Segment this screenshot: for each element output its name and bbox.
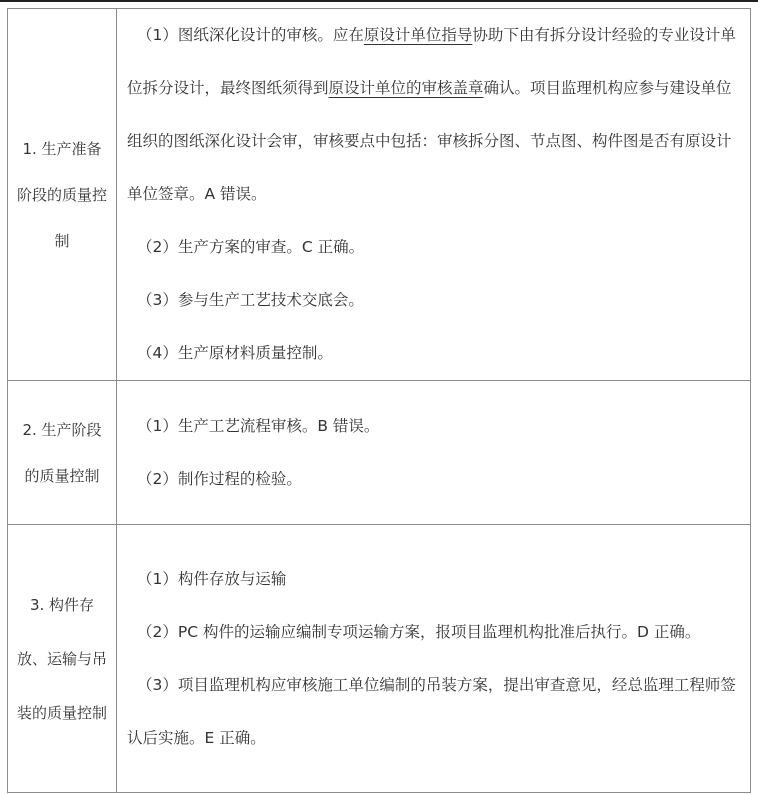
row-content-cell (117, 9, 751, 381)
paragraph: （2）制作过程的检验。 (137, 469, 302, 488)
paragraph: （1）构件存放与运输 (137, 569, 287, 588)
paragraph: （3）参与生产工艺技术交底会。 (137, 291, 364, 309)
row-label: 1. 生产准备阶段的质量控制 (16, 139, 107, 250)
row-label-cell (8, 9, 117, 381)
underlined-text: 原设计单位指导 (363, 26, 473, 44)
top-rule (0, 0, 758, 2)
row-content-cell (117, 525, 751, 793)
row-content-cell (117, 381, 751, 525)
text-run: （1）图纸深化设计的审核。应在 (137, 26, 364, 44)
paragraph: （2）PC 构件的运输应编制专项运输方案，报项目监理机构批准后执行。D 正确。 (137, 622, 701, 641)
table-row (8, 381, 751, 525)
quality-control-table (7, 8, 751, 793)
row-label: 2. 生产阶段的质量控制 (22, 420, 102, 485)
paragraph (127, 9, 742, 221)
paragraph: （2）生产方案的审查。C 正确。 (137, 238, 365, 256)
row-label: 3. 构件存放、运输与吊装的质量控制 (16, 595, 107, 722)
underlined-text: 原设计单位的审核盖章 (328, 79, 484, 97)
paragraph: （3）项目监理机构应审核施工单位编制的吊装方案，提出审查意见，经总监理工程师签认后实施。E 正确。 (127, 675, 736, 747)
paragraph: （4）生产原材料质量控制。 (137, 344, 333, 362)
row-label-cell (8, 381, 117, 525)
table-row (8, 525, 751, 793)
text-run: 确认。项目监理机构应参与建设单位组织的图纸深化设计会审，审核要点中包括：审核拆分图、节点图、构件图是否有原设计单位签章。A 错误。 (127, 79, 732, 203)
row-label-cell (8, 525, 117, 793)
paragraph: （1）生产工艺流程审核。B 错误。 (137, 416, 380, 435)
text-run: 协助下由有拆分设计经验的专业设计单位拆分设计，最终图纸须得到 (127, 26, 736, 97)
table-row (8, 9, 751, 381)
